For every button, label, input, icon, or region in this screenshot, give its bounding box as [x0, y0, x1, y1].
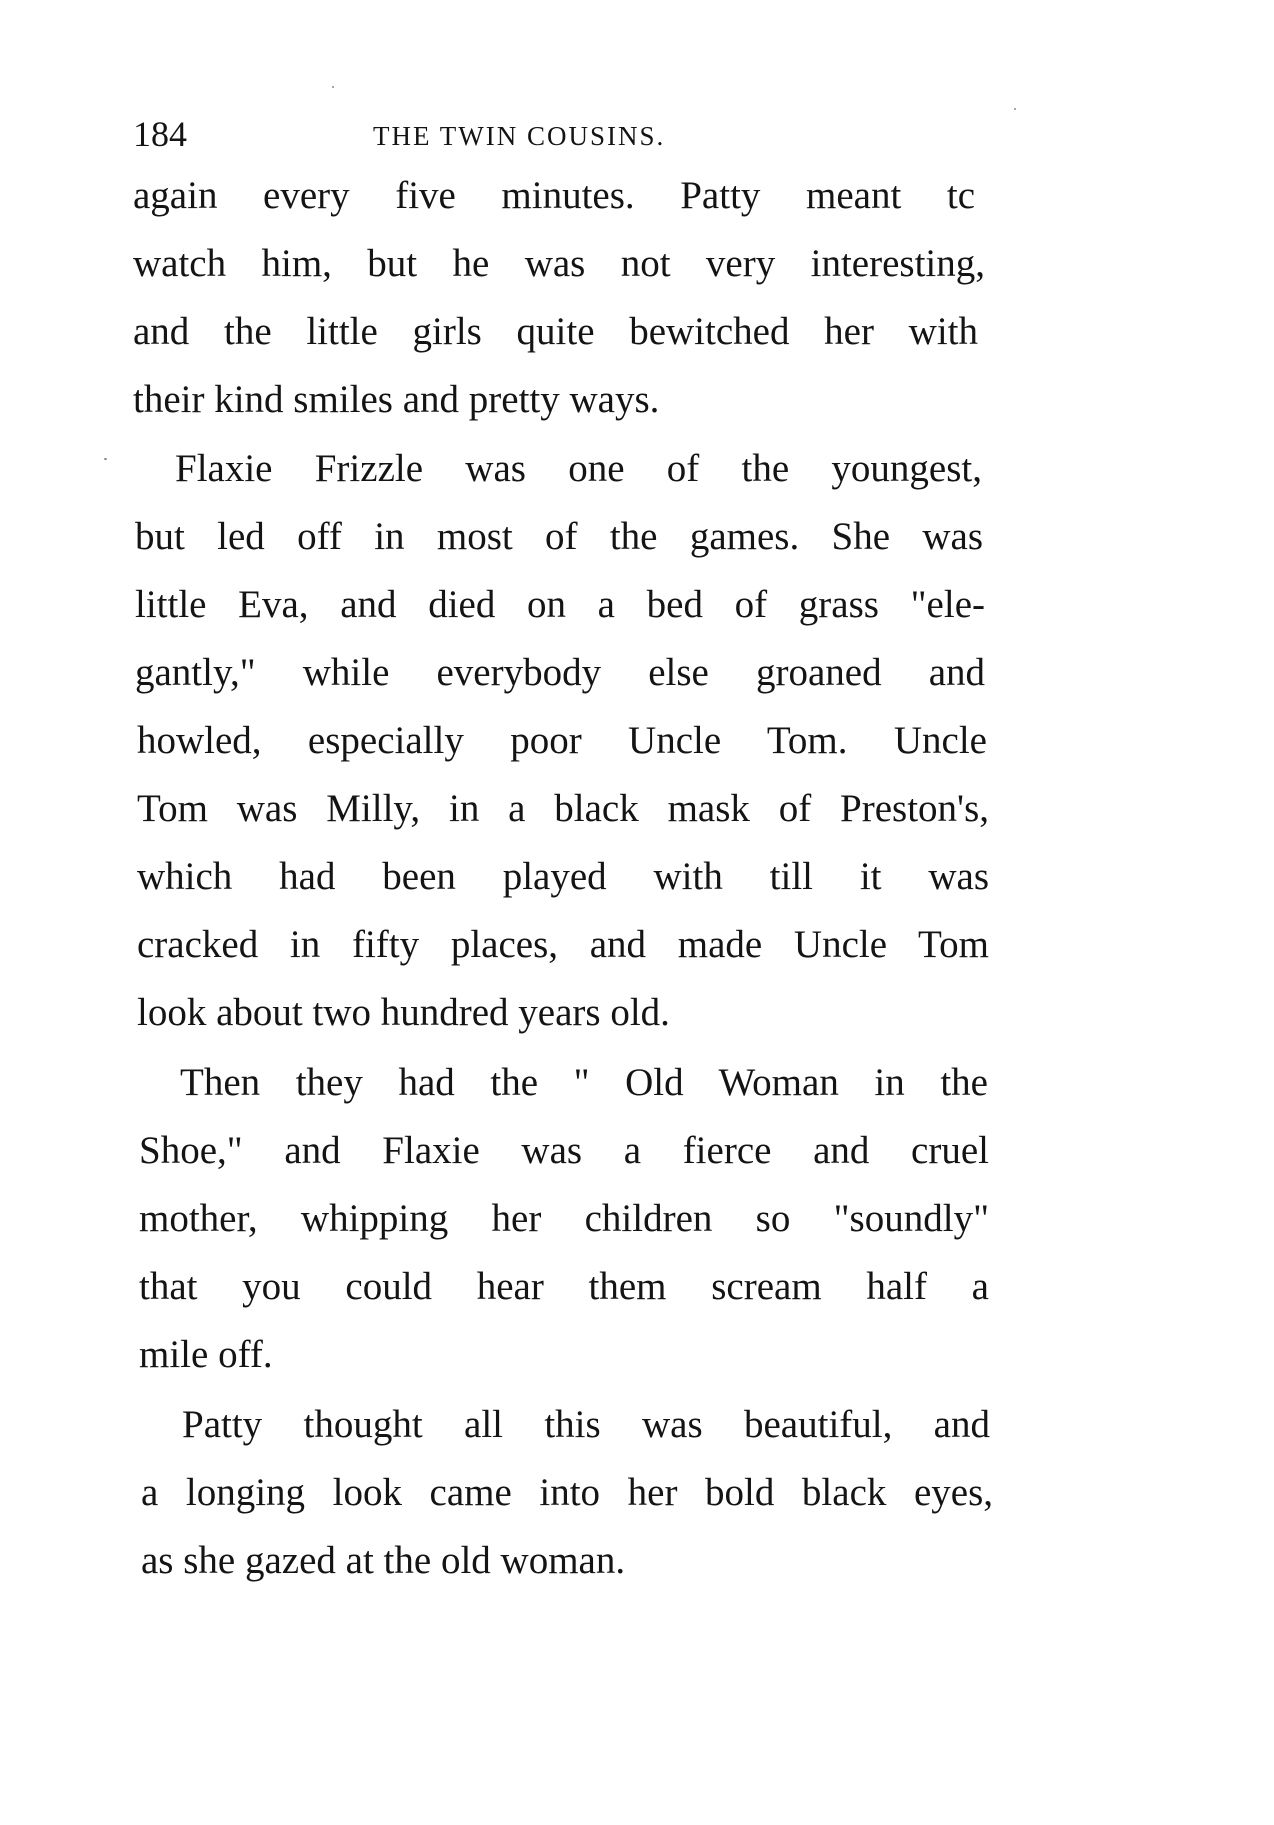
text-line: Patty thought all this was beautiful, and	[182, 1403, 990, 1446]
text-line: and the little girls quite bewitched her with	[133, 310, 978, 353]
text-line: gantly," while everybody else groaned and	[135, 651, 985, 694]
text-line: watch him, but he was not very interesting,	[133, 242, 985, 285]
running-title: THE TWIN COUSINS.	[373, 121, 666, 151]
text-line: look about two hundred years old.	[137, 991, 670, 1034]
running-head	[133, 112, 993, 156]
text-line: Flaxie Frizzle was one of the youngest,	[175, 447, 982, 490]
text-line: a longing look came into her bold black eyes,	[141, 1471, 993, 1514]
text-line: that you could hear them scream half a	[139, 1265, 989, 1308]
scan-speck	[104, 458, 107, 460]
scan-speck	[1014, 108, 1016, 110]
text-line: but led off in most of the games. She was	[135, 515, 983, 558]
text-line: mile off.	[139, 1333, 273, 1376]
text-line: howled, especially poor Uncle Tom. Uncle	[137, 719, 987, 762]
scan-speck	[332, 86, 334, 88]
text-line: Shoe," and Flaxie was a fierce and cruel	[139, 1129, 989, 1172]
text-line: which had been played with till it was	[137, 855, 989, 898]
text-line: mother, whipping her children so "soundly"	[139, 1197, 989, 1240]
text-line: again every five minutes. Patty meant tc	[133, 174, 975, 217]
text-line: cracked in fifty places, and made Uncle Tom	[137, 923, 989, 966]
page-number: 184	[133, 114, 187, 154]
text-line: little Eva, and died on a bed of grass "ele-	[135, 583, 985, 626]
text-line: their kind smiles and pretty ways.	[133, 378, 660, 421]
text-line: Then they had the " Old Woman in the	[180, 1061, 988, 1104]
text-line: Tom was Milly, in a black mask of Preston's,	[137, 787, 989, 830]
text-line: as she gazed at the old woman.	[141, 1539, 626, 1582]
